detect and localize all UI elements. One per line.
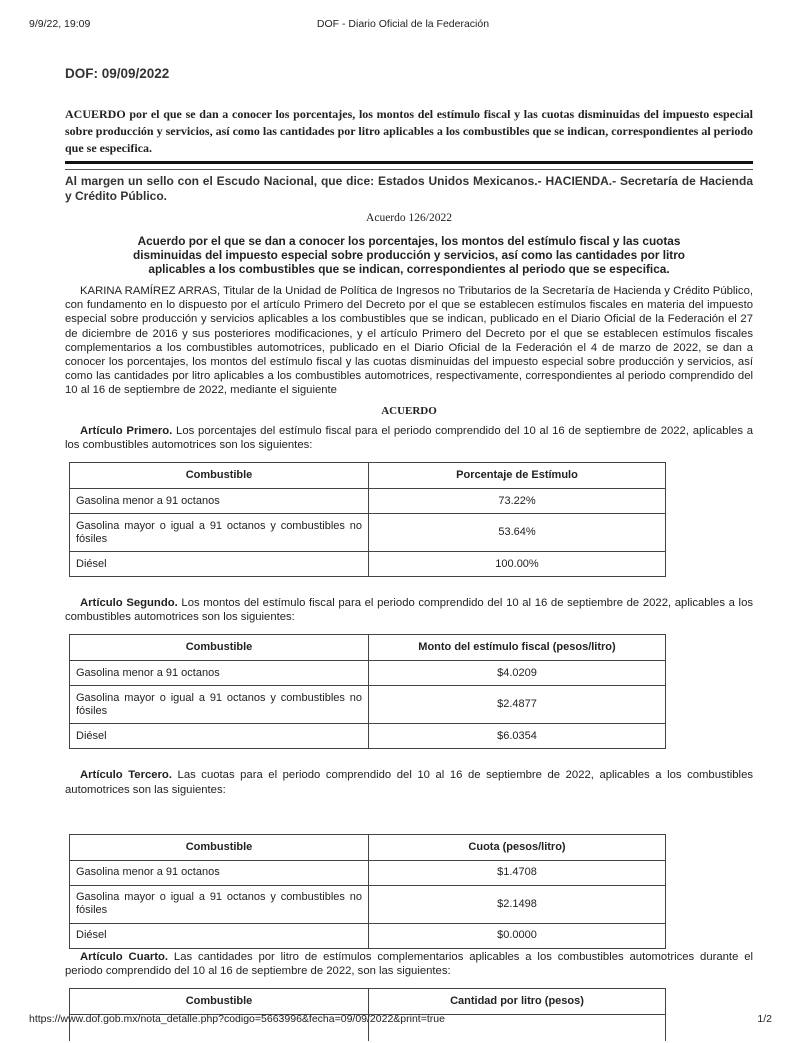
table-monto-estimulo xyxy=(69,634,666,749)
preamble-paragraph: KARINA RAMÍREZ ARRAS, Titular de la Unidad de Política de Ingresos no Tributarios de la Secretaría de Hacienda y Crédito Público, con fundamento en lo dispuesto por el artículo Primero del Decreto por el que se establecen estímulos fiscales en materia del impuesto especial sobre producción y servicios aplicables a los combustibles que se indican, publicado en el Diario Oficial de la Federación el 27 de diciembre de 2016 y sus posteriores modificaciones, y el artículo Primero del Decreto por el que se establecen estímulos fiscales complementarios a los combustibles automotrices, publicado en el Diario Oficial de la Federación el 4 de marzo de 2022, se dan a conocer los porcentajes, los montos del estímulo fiscal y las cuotas disminuidas del impuesto especial sobre producción y servicios, así como las cantidades por litro aplicables a los combustibles automotrices, respectivamente, correspondientes al periodo comprendido del 10 al 16 de septiembre de 2022, mediante el siguiente xyxy=(65,285,753,397)
dof-date: DOF: 09/09/2022 xyxy=(65,66,170,81)
fuel-cell: Gasolina mayor o igual a 91 octanos y combustibles no fósiles xyxy=(70,686,369,724)
value-cell: $0.0000 xyxy=(369,923,666,948)
article-primero xyxy=(65,424,753,452)
table-row xyxy=(70,860,666,885)
table-row xyxy=(70,661,666,686)
table-row xyxy=(70,923,666,948)
table-porcentaje-estimulo xyxy=(69,462,666,577)
column-header: Combustible xyxy=(70,989,369,1015)
acuerdo-title: Acuerdo por el que se dan a conocer los porcentajes, los montos del estímulo fiscal y las cuotas disminuidas del impuesto especial sobre producción y servicios, así como las cantidades por litro aplicables a los combustibles que se indican, correspondientes al periodo que se especifica. xyxy=(133,234,685,276)
table-header-row xyxy=(70,989,666,1015)
table-row xyxy=(70,552,666,577)
article-label: Artículo Primero. xyxy=(80,424,173,437)
article-label: Artículo Cuarto. xyxy=(80,950,169,963)
table-row xyxy=(70,489,666,514)
fuel-cell: Gasolina menor a 91 octanos xyxy=(70,860,369,885)
article-cuarto xyxy=(65,950,753,978)
article-label: Artículo Tercero. xyxy=(80,769,172,782)
column-header: Porcentaje de Estímulo xyxy=(369,463,666,489)
column-header: Monto del estímulo fiscal (pesos/litro) xyxy=(369,635,666,661)
table-header-row xyxy=(70,463,666,489)
article-text: Los montos del estímulo fiscal para el periodo comprendido del 10 al 16 de septiembre de 2022, aplicables a los combustibles automotrices son los siguientes: xyxy=(65,597,753,624)
value-cell: $1.4708 xyxy=(369,860,666,885)
acuerdo-heading: ACUERDO xyxy=(381,404,437,417)
value-cell: $2.1498 xyxy=(369,885,666,923)
table-row xyxy=(70,724,666,749)
table-row xyxy=(70,686,666,724)
value-cell: $2.4877 xyxy=(369,686,666,724)
article-tercero xyxy=(65,768,753,796)
acuerdo-number: Acuerdo 126/2022 xyxy=(366,212,452,224)
fuel-cell: Gasolina mayor o igual a 91 octanos y combustibles no fósiles xyxy=(70,885,369,923)
table-cuota xyxy=(69,834,666,949)
value-cell: $6.0354 xyxy=(369,724,666,749)
fuel-cell: Diésel xyxy=(70,724,369,749)
print-header xyxy=(0,18,806,34)
value-cell: 73.22% xyxy=(369,489,666,514)
column-header: Combustible xyxy=(70,463,369,489)
table-row xyxy=(70,885,666,923)
table-header-row xyxy=(70,635,666,661)
column-header: Combustible xyxy=(70,635,369,661)
column-header: Combustible xyxy=(70,834,369,860)
print-page-title: DOF - Diario Oficial de la Federación xyxy=(316,18,490,30)
document-body xyxy=(65,66,753,1041)
value-cell: $4.0209 xyxy=(369,661,666,686)
table-header-row xyxy=(70,834,666,860)
fuel-cell: Gasolina mayor o igual a 91 octanos y combustibles no fósiles xyxy=(70,514,369,552)
column-header: Cantidad por litro (pesos) xyxy=(369,989,666,1015)
page-url: https://www.dof.gob.mx/nota_detalle.php?codigo=5663996&fecha=09/09/2022&print=true xyxy=(29,1013,445,1025)
fuel-cell: Diésel xyxy=(70,923,369,948)
fuel-cell: Gasolina menor a 91 octanos xyxy=(70,489,369,514)
article-segundo xyxy=(65,596,753,624)
column-header: Cuota (pesos/litro) xyxy=(369,834,666,860)
page-indicator: 1/2 xyxy=(757,1013,772,1025)
print-datetime: 9/9/22, 19:09 xyxy=(29,18,91,30)
article-text: Las cuotas para el periodo comprendido del 10 al 16 de septiembre de 2022, aplicables a los combustibles automotrices son las siguientes: xyxy=(65,769,753,796)
divider xyxy=(65,169,753,170)
fuel-cell: Diésel xyxy=(70,552,369,577)
seal-text: Al margen un sello con el Escudo Nacional, que dice: Estados Unidos Mexicanos.- HACIENDA.- Secretaría de Hacienda y Crédito Público. xyxy=(65,174,753,203)
article-label: Artículo Segundo. xyxy=(80,597,178,610)
article-text: Los porcentajes del estímulo fiscal para el periodo comprendido del 10 al 16 de septiembre de 2022, aplicables a los combustibles automotrices son los siguientes: xyxy=(65,424,754,451)
value-cell: 100.00% xyxy=(369,552,666,577)
table-row xyxy=(70,514,666,552)
document-summary: ACUERDO por el que se dan a conocer los porcentajes, los montos del estímulo fiscal y las cuotas disminuidas del impuesto especial sobre producción y servicios, así como las cantidades por litro aplicables a los combustibles que se indican, correspondientes al periodo que se especifica. xyxy=(65,106,753,164)
article-text: Las cantidades por litro de estímulos complementarios aplicables a los combustibles automotrices durante el periodo comprendido del 10 al 16 de septiembre de 2022, son las siguientes: xyxy=(65,950,753,978)
value-cell: 53.64% xyxy=(369,514,666,552)
fuel-cell: Gasolina menor a 91 octanos xyxy=(70,661,369,686)
